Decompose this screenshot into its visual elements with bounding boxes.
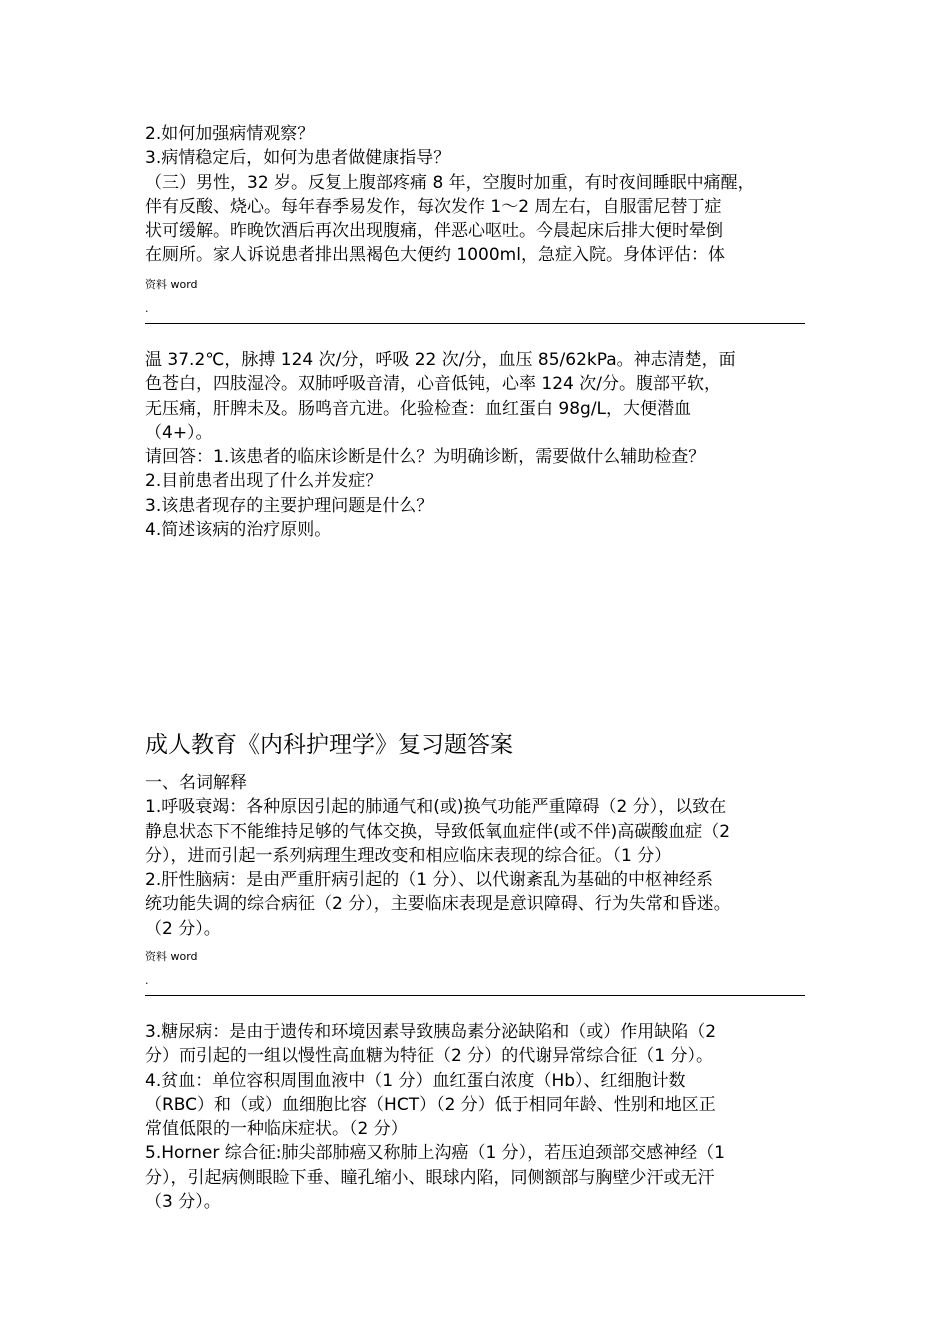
text-line: 分）而引起的一组以慢性高血糖为特征（2 分）的代谢异常综合征（1 分）。 [145, 1046, 713, 1067]
text-line: 2.肝性脑病：是由严重肝病引起的（1 分）、以代谢紊乱为基础的中枢神经系 [145, 870, 713, 891]
page1-text-block [145, 122, 815, 268]
text-line: 请回答：1.该患者的临床诊断是什么？为明确诊断，需要做什么辅助检查？ [145, 447, 706, 468]
page3-answers-block [145, 1020, 815, 1214]
text-line: 5.Horner 综合征:肺尖部肺癌又称肺上沟癌（1 分），若压迫颈部交感神经（1 [145, 1143, 725, 1164]
footer-dot: . [145, 302, 149, 315]
page2-case-block [145, 348, 815, 542]
page-divider [145, 323, 805, 324]
footer-label: 资料 word [145, 278, 198, 291]
page2-answers-block [145, 771, 815, 941]
text-line: 在厕所。家人诉说患者排出黑褐色大便约 1000ml，急症入院。身体评估：体 [145, 245, 725, 266]
text-line: 统功能失调的综合病征（2 分），主要临床表现是意识障碍、行为失常和昏迷。 [145, 894, 731, 915]
text-line: 2.目前患者出现了什么并发症？ [145, 471, 383, 492]
text-line: （RBC）和（或）血细胞比容（HCT）（2 分）低于相同年龄、性别和地区正 [145, 1094, 716, 1115]
text-line: 静息状态下不能维持足够的气体交换，导致低氧血症伴(或不伴)高碳酸血症（2 [145, 821, 731, 842]
text-line: （4+）。 [145, 422, 213, 443]
text-line: （2 分）。 [145, 918, 221, 939]
section-title: 一、名词解释 [145, 773, 247, 793]
text-line: 温 37.2℃，脉搏 124 次/分，呼吸 22 次/分，血压 85/62kPa。神志清楚，面 [145, 350, 736, 370]
text-line: 分），引起病侧眼睑下垂、瞳孔缩小、眼球内陷，同侧额部与胸壁少汗或无汗 [145, 1167, 715, 1188]
text-line: 3.病情稳定后，如何为患者做健康指导？ [145, 148, 451, 169]
text-line: 色苍白，四肢湿冷。双肺呼吸音清，心音低钝，心率 124 次/分。腹部平软， [145, 374, 721, 395]
text-line: 无压痛，肝脾未及。肠鸣音亢进。化验检查：血红蛋白 98g/L，大便潜血 [145, 398, 692, 419]
text-line: 3.糖尿病：是由于遗传和环境因素导致胰岛素分泌缺陷和（或）作用缺陷（2 [145, 1022, 717, 1042]
text-line: 4.简述该病的治疗原则。 [145, 520, 332, 541]
footer-label: 资料 word [145, 950, 198, 963]
text-line: 状可缓解。昨晚饮酒后再次出现腹痛，伴恶心呕吐。今晨起床后排大便时晕倒 [145, 221, 723, 242]
text-line: （3 分）。 [145, 1192, 221, 1213]
text-line: 1.呼吸衰竭：各种原因引起的肺通气和(或)换气功能严重障碍（2 分），以致在 [145, 797, 727, 818]
text-line: 2.如何加强病情观察？ [145, 124, 315, 144]
text-line: 4.贫血：单位容积周围血液中（1 分）血红蛋白浓度（Hb）、红细胞计数 [145, 1070, 686, 1091]
text-line: （三）男性，32 岁。反复上腹部疼痛 8 年，空腹时加重，有时夜间睡眠中痛醒， [145, 172, 755, 193]
text-line: 分），进而引起一系列病理生理改变和相应临床表现的综合征。（1 分） [145, 845, 672, 866]
text-line: 常值低限的一种临床症状。（2 分） [145, 1119, 408, 1140]
page-divider [145, 995, 805, 996]
document-heading: 成人教育《内科护理学》复习题答案 [145, 732, 513, 758]
text-line: 3.该患者现存的主要护理问题是什么？ [145, 495, 434, 516]
footer-dot: . [145, 974, 149, 987]
text-line: 伴有反酸、烧心。每年春季易发作，每次发作 1～2 周左右，自服雷尼替丁症 [145, 196, 722, 217]
